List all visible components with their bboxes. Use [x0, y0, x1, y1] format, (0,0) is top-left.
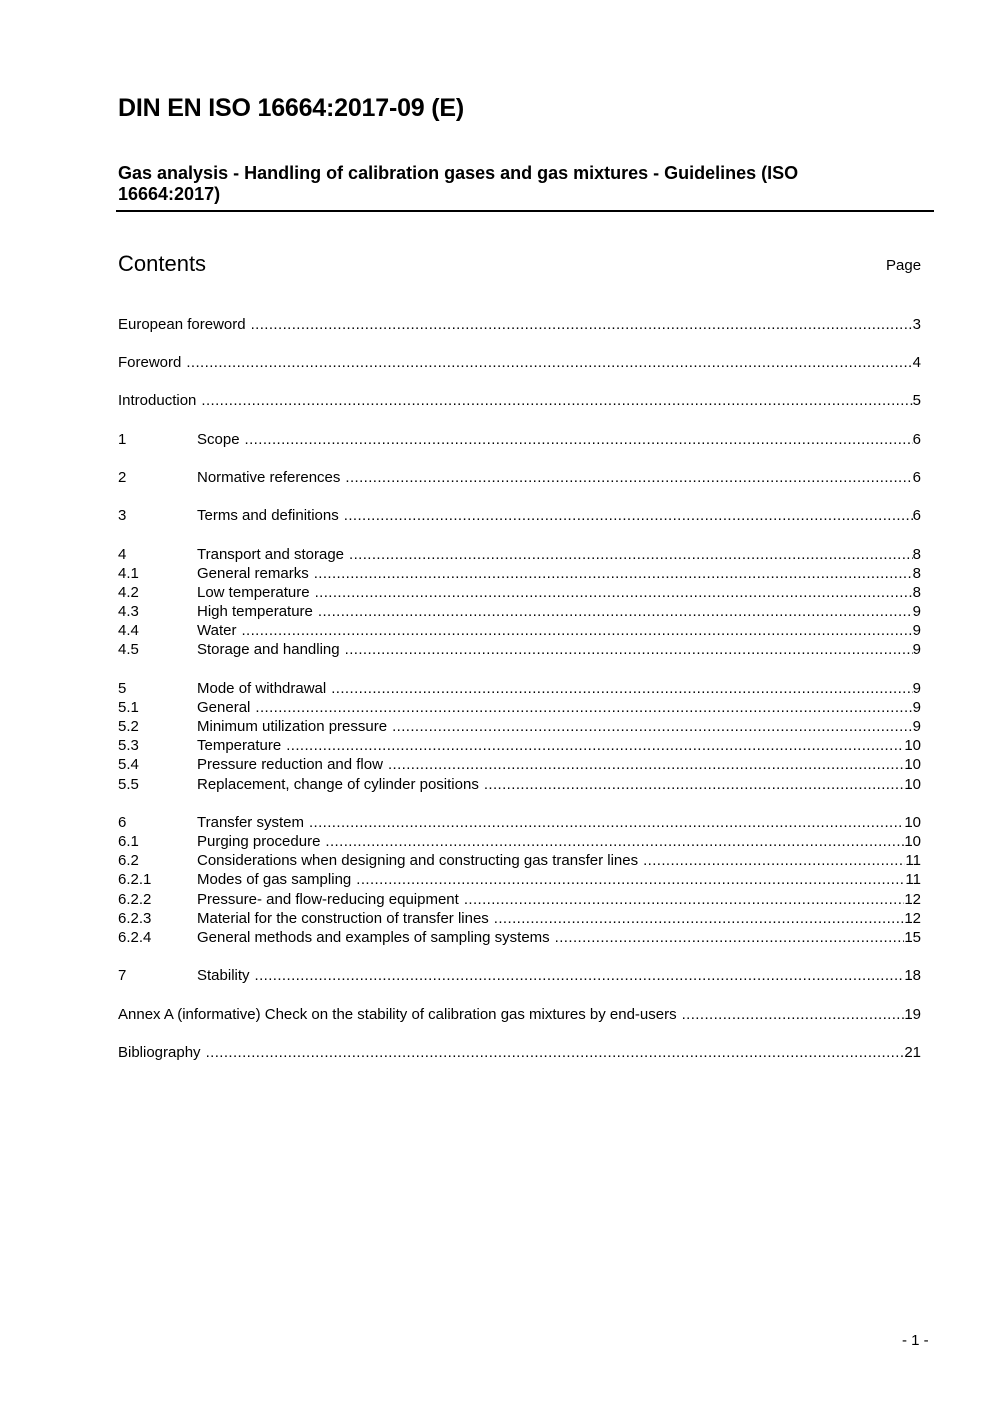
toc-entry-page: 9 — [912, 718, 921, 735]
toc-entry-title: Pressure- and flow-reducing equipment — [197, 891, 459, 908]
toc-leader-dots — [241, 621, 912, 640]
toc-entry-title: Modes of gas sampling — [197, 871, 352, 888]
toc-entry-page: 3 — [912, 316, 921, 333]
toc-entry-page: 9 — [912, 699, 921, 716]
toc-entry-title: Transfer system — [197, 814, 304, 831]
toc-entry-number: 6.2.2 — [118, 891, 152, 908]
toc-entry-5-2[interactable] — [118, 717, 921, 736]
toc-entry-5-1[interactable] — [118, 698, 921, 717]
toc-entry-6-2-3[interactable] — [118, 909, 921, 928]
toc-entry-number: 7 — [118, 967, 127, 984]
toc-entry-page: 8 — [912, 565, 921, 582]
toc-entry-title: Replacement, change of cylinder positions — [197, 776, 479, 793]
toc-entry-4-4[interactable] — [118, 621, 921, 640]
toc-entry-page: 8 — [912, 584, 921, 601]
toc-entry-number: 5.1 — [118, 699, 139, 716]
toc-entry-title: Bibliography — [118, 1044, 201, 1061]
toc-entry-title: Scope — [197, 431, 240, 448]
toc-entry-6-2[interactable] — [118, 851, 921, 870]
toc-entry-title: Low temperature — [197, 584, 310, 601]
header-divider — [116, 210, 934, 212]
toc-entry-page: 15 — [904, 929, 921, 946]
toc-leader-dots — [643, 851, 905, 870]
toc-entry-4-5[interactable] — [118, 640, 921, 659]
toc-entry-title: Annex A (informative) Check on the stability of calibration gas mixtures by end-users — [118, 1006, 677, 1023]
toc-leader-dots — [251, 315, 913, 334]
toc-leader-dots — [464, 890, 905, 909]
toc-entry-title: Pressure reduction and flow — [197, 756, 383, 773]
toc-entry-number: 3 — [118, 507, 127, 524]
toc-leader-dots — [349, 545, 913, 564]
toc-entry-4[interactable] — [118, 545, 921, 564]
toc-entry-number: 6.2 — [118, 852, 139, 869]
toc-entry-4-2[interactable] — [118, 583, 921, 602]
toc-entry-page: 9 — [912, 680, 921, 697]
toc-entry-number: 5.4 — [118, 756, 139, 773]
toc-entry-number: 6.2.1 — [118, 871, 152, 888]
toc-entry-page: 21 — [904, 1044, 921, 1061]
toc-entry-5-4[interactable] — [118, 755, 921, 774]
toc-entry-number: 2 — [118, 469, 127, 486]
toc-leader-dots — [331, 679, 912, 698]
toc-entry-number: 1 — [118, 431, 127, 448]
toc-entry-introduction[interactable] — [118, 391, 921, 410]
toc-leader-dots — [494, 909, 905, 928]
toc-entry-number: 6 — [118, 814, 127, 831]
toc-entry-number: 6.1 — [118, 833, 139, 850]
toc-leader-dots — [315, 583, 913, 602]
toc-entry-foreword[interactable] — [118, 353, 921, 372]
toc-entry-page: 12 — [904, 891, 921, 908]
toc-entry-european-foreword[interactable] — [118, 315, 921, 334]
toc-entry-page: 11 — [905, 871, 921, 888]
toc-entry-number: 6.2.3 — [118, 910, 152, 927]
toc-entry-page: 10 — [904, 814, 921, 831]
toc-entry-6-2-4[interactable] — [118, 928, 921, 947]
toc-entry-number: 5.2 — [118, 718, 139, 735]
toc-entry-page: 12 — [904, 910, 921, 927]
footer-page-number: - 1 - — [902, 1332, 929, 1349]
toc-entry-page: 18 — [904, 967, 921, 984]
toc-entry-title: Purging procedure — [197, 833, 321, 850]
toc-entry-page: 19 — [904, 1006, 921, 1023]
toc-leader-dots — [344, 506, 913, 525]
toc-entry-page: 9 — [912, 622, 921, 639]
toc-entry-title: Terms and definitions — [197, 507, 339, 524]
toc-entry-number: 5.3 — [118, 737, 139, 754]
toc-leader-dots — [201, 391, 912, 410]
toc-entry-number: 4.2 — [118, 584, 139, 601]
toc-entry-page: 9 — [912, 641, 921, 658]
toc-leader-dots — [345, 640, 913, 659]
toc-entry-annex-a[interactable] — [118, 1005, 921, 1024]
toc-entry-number: 4 — [118, 546, 127, 563]
toc-entry-page: 11 — [905, 852, 921, 869]
toc-entry-title: Storage and handling — [197, 641, 340, 658]
toc-entry-number: 5 — [118, 680, 127, 697]
toc-entry-page: 10 — [904, 737, 921, 754]
page-column-heading: Page — [886, 257, 922, 274]
toc-entry-page: 10 — [904, 756, 921, 773]
toc-entry-title: General methods and examples of sampling systems — [197, 929, 550, 946]
toc-leader-dots — [555, 928, 905, 947]
toc-entry-4-1[interactable] — [118, 564, 921, 583]
toc-leader-dots — [682, 1005, 905, 1024]
toc-entry-title: Transport and storage — [197, 546, 345, 563]
toc-entry-title: High temperature — [197, 603, 313, 620]
toc-entry-5-3[interactable] — [118, 736, 921, 755]
toc-entry-number: 4.1 — [118, 565, 139, 582]
toc-entry-page: 6 — [912, 469, 921, 486]
toc-entry-title: Water — [197, 622, 237, 639]
toc-leader-dots — [206, 1043, 905, 1062]
toc-entry-7[interactable] — [118, 966, 921, 985]
toc-entry-page: 4 — [912, 354, 921, 371]
toc-entry-2[interactable] — [118, 468, 921, 487]
document-subtitle: Gas analysis - Handling of calibration gases and gas mixtures - Guidelines (ISO 16664:2017) — [118, 163, 799, 204]
toc-leader-dots — [325, 832, 904, 851]
toc-entry-number: 4.4 — [118, 622, 139, 639]
toc-entry-title: General — [197, 699, 251, 716]
toc-entry-6-2-2[interactable] — [118, 890, 921, 909]
toc-entry-5[interactable] — [118, 679, 921, 698]
toc-leader-dots — [309, 813, 904, 832]
toc-entry-5-5[interactable] — [118, 775, 921, 794]
toc-entry-title: Introduction — [118, 392, 197, 409]
toc-entry-title: Considerations when designing and constructing gas transfer lines — [197, 852, 639, 869]
toc-leader-dots — [314, 564, 913, 583]
toc-leader-dots — [388, 755, 904, 774]
toc-entry-title: Mode of withdrawal — [197, 680, 327, 697]
toc-entry-number: 5.5 — [118, 776, 139, 793]
toc-entry-page: 10 — [904, 776, 921, 793]
toc-entry-title: Stability — [197, 967, 250, 984]
toc-entry-page: 8 — [912, 546, 921, 563]
toc-entry-3[interactable] — [118, 506, 921, 525]
toc-leader-dots — [186, 353, 912, 372]
toc-leader-dots — [484, 775, 904, 794]
toc-leader-dots — [318, 602, 913, 621]
toc-entry-page: 9 — [912, 603, 921, 620]
toc-entry-title: Minimum utilization pressure — [197, 718, 388, 735]
toc-entry-title: Temperature — [197, 737, 282, 754]
toc-entry-title: European foreword — [118, 316, 246, 333]
toc-entry-title: General remarks — [197, 565, 309, 582]
toc-leader-dots — [392, 717, 913, 736]
toc-leader-dots — [345, 468, 912, 487]
toc-leader-dots — [286, 736, 904, 755]
toc-entry-number: 6.2.4 — [118, 929, 152, 946]
toc-entry-page: 6 — [912, 431, 921, 448]
toc-entry-page: 10 — [904, 833, 921, 850]
toc-entry-number: 4.5 — [118, 641, 139, 658]
toc-entry-page: 6 — [912, 507, 921, 524]
toc-entry-page: 5 — [912, 392, 921, 409]
toc-entry-title: Material for the construction of transfer lines — [197, 910, 489, 927]
toc-entry-6[interactable] — [118, 813, 921, 832]
toc-entry-6-2-1[interactable] — [118, 870, 921, 889]
toc-leader-dots — [356, 870, 905, 889]
contents-heading: Contents — [118, 251, 207, 276]
toc-entry-number: 4.3 — [118, 603, 139, 620]
toc-entry-title: Foreword — [118, 354, 182, 371]
toc-leader-dots — [255, 966, 905, 985]
toc-entry-1[interactable] — [118, 430, 921, 449]
toc-entry-title: Normative references — [197, 469, 341, 486]
toc-entry-bibliography[interactable] — [118, 1043, 921, 1062]
toc-leader-dots — [255, 698, 912, 717]
document-title: DIN EN ISO 16664:2017-09 (E) — [118, 94, 464, 122]
toc-entry-4-3[interactable] — [118, 602, 921, 621]
toc-entry-6-1[interactable] — [118, 832, 921, 851]
toc-leader-dots — [245, 430, 913, 449]
